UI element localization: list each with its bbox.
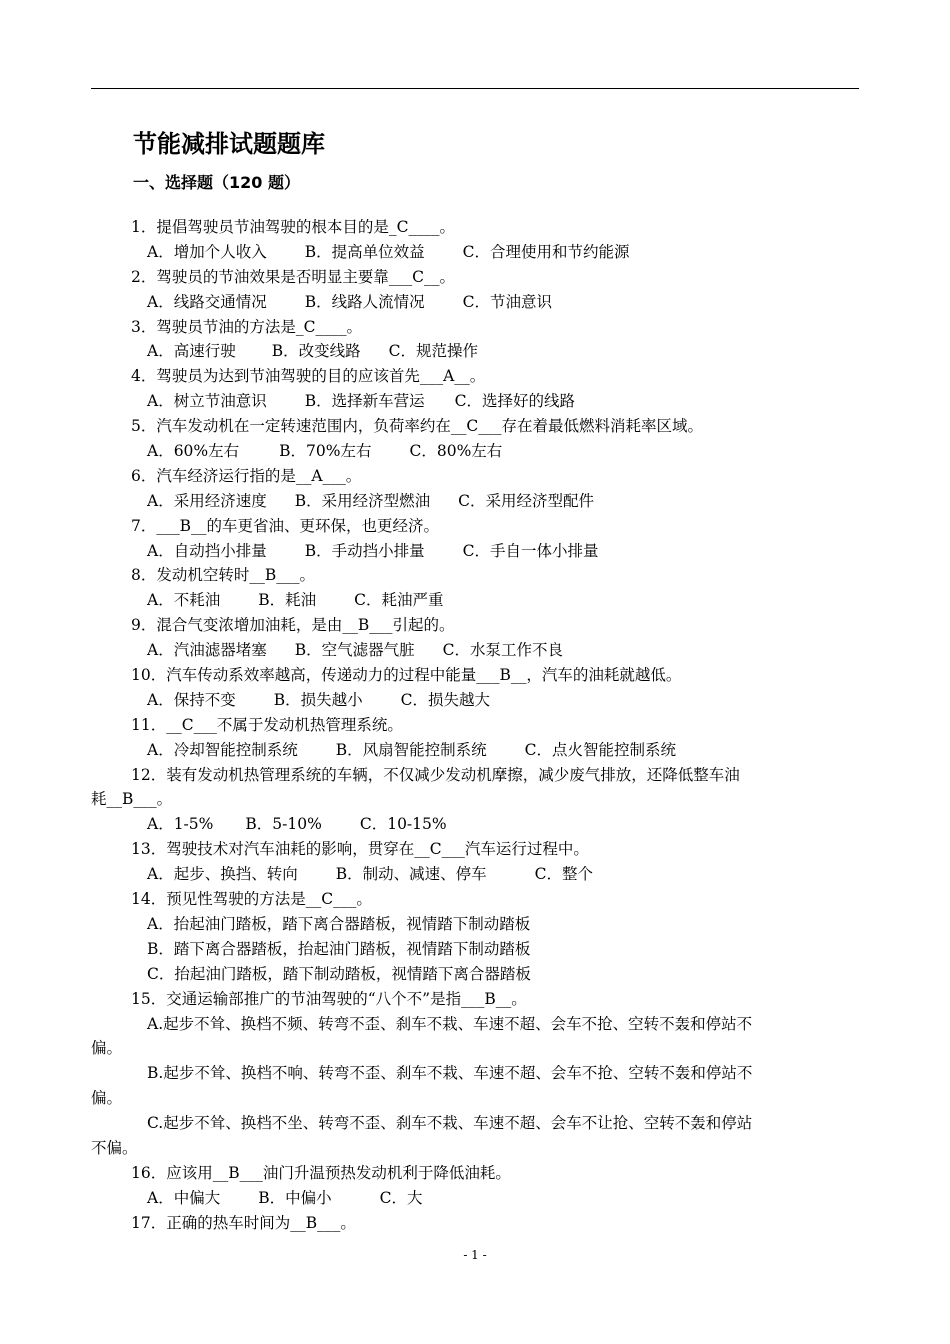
question-list: [91, 215, 859, 1236]
question-line: 5．汽车发动机在一定转速范围内，负荷率约在__C___存在着最低燃料消耗率区域。: [131, 417, 703, 436]
page-number: - 1 -: [463, 1248, 487, 1262]
answer-option: C．节油意识: [462, 292, 552, 311]
question-line: 4．驾驶员为达到节油驾驶的目的应该首先___A__。: [131, 367, 486, 386]
answer-option: A．采用经济速度: [147, 491, 267, 510]
options-line: [91, 439, 859, 464]
question-line: 12．装有发动机热管理系统的车辆，不仅减少发动机摩擦，减少废气排放，还降低整车油: [131, 765, 740, 784]
options-line: [91, 489, 859, 514]
options-line: [91, 738, 859, 763]
answer-option: C．损失越大: [400, 690, 490, 709]
option-line: C.起步不耸、换档不坐、转弯不歪、刹车不栽、车速不超、会车不让抢、空转不轰和停站: [147, 1114, 753, 1133]
answer-option: B．选择新车营运: [304, 392, 425, 411]
answer-option: B．采用经济型燃油: [294, 491, 431, 510]
answer-option: A．不耗油: [147, 591, 221, 610]
question-line: 3．驾驶员节油的方法是_C____。: [131, 317, 362, 336]
answer-option: B．5-10%: [245, 815, 322, 834]
question-line: 11．__C___不属于发动机热管理系统。: [131, 715, 403, 734]
question-line: 2．驾驶员的节油效果是否明显主要靠___C__。: [131, 267, 455, 286]
answer-option: C．手自一体小排量: [462, 541, 599, 560]
question-line: 17．正确的热车时间为__B___。: [131, 1213, 356, 1232]
answer-option: A．汽油滤器堵塞: [147, 641, 267, 660]
continuation-line: 偏。: [91, 1089, 123, 1108]
answer-option: A．中偏大: [147, 1188, 221, 1207]
answer-option: C．选择好的线路: [454, 392, 575, 411]
answer-option: C．规范操作: [388, 342, 478, 361]
question-line: 14．预见性驾驶的方法是__C___。: [131, 890, 372, 909]
continuation-line: 偏。: [91, 1039, 123, 1058]
header-rule: [91, 88, 859, 89]
options-line: [91, 862, 859, 887]
answer-option: B．提高单位效益: [304, 242, 425, 261]
option-line: C．抬起油门踏板，踏下制动踏板，视情踏下离合器踏板: [147, 964, 531, 983]
option-line: B．踏下离合器踏板，抬起油门踏板，视情踏下制动踏板: [147, 939, 531, 958]
options-line: [91, 638, 859, 663]
options-line: [91, 240, 859, 265]
continuation-line: 不偏。: [91, 1138, 138, 1157]
options-line: [91, 290, 859, 315]
question-line: 7．___B__的车更省油、更环保，也更经济。: [131, 516, 440, 535]
answer-option: C．点火智能控制系统: [524, 740, 676, 759]
options-line: [91, 539, 859, 564]
document-title: 节能减排试题题库: [133, 130, 325, 158]
option-line: A.起步不耸、换档不频、转弯不歪、刹车不栽、车速不超、会车不抢、空转不轰和停站不: [147, 1014, 753, 1033]
answer-option: B．制动、减速、停车: [335, 865, 487, 884]
question-line: 9．混合气变浓增加油耗，是由__B___引起的。: [131, 616, 455, 635]
answer-option: A．冷却智能控制系统: [147, 740, 298, 759]
question-line: 15．交通运输部推广的节油驾驶的“八个不”是指___B__。: [131, 989, 527, 1008]
answer-option: C．大: [379, 1188, 423, 1207]
options-line: [91, 389, 859, 414]
options-line: [91, 688, 859, 713]
options-line: [91, 339, 859, 364]
continuation-line: 耗__B___。: [91, 790, 173, 809]
answer-option: A．树立节油意识: [147, 392, 267, 411]
answer-option: B．手动挡小排量: [304, 541, 425, 560]
answer-option: C．耗油严重: [354, 591, 444, 610]
answer-option: C．水泵工作不良: [442, 641, 563, 660]
section-heading: 一、选择题（120 题）: [133, 173, 300, 192]
answer-option: C．80%左右: [409, 442, 503, 461]
answer-option: A．保持不变: [147, 690, 236, 709]
answer-option: A．增加个人收入: [147, 242, 267, 261]
answer-option: B．空气滤器气脏: [294, 641, 415, 660]
answer-option: B．损失越小: [273, 690, 363, 709]
answer-option: A．1-5%: [147, 815, 214, 834]
question-line: 10．汽车传动系效率越高，传递动力的过程中能量___B__，汽车的油耗就越低。: [131, 666, 682, 685]
options-line: [91, 588, 859, 613]
answer-option: A．自动挡小排量: [147, 541, 267, 560]
options-line: [91, 1186, 859, 1211]
option-line: A．抬起油门踏板，踏下离合器踏板，视情踏下制动踏板: [147, 914, 531, 933]
answer-option: C．合理使用和节约能源: [462, 242, 630, 261]
answer-option: B．线路人流情况: [304, 292, 425, 311]
option-line: B.起步不耸、换档不响、转弯不歪、刹车不栽、车速不超、会车不抢、空转不轰和停站不: [147, 1064, 753, 1083]
answer-option: B．改变线路: [271, 342, 361, 361]
answer-option: C．10-15%: [359, 815, 447, 834]
question-line: 8．发动机空转时__B___。: [131, 566, 316, 585]
question-line: 16．应该用__B___油门升温预热发动机利于降低油耗。: [131, 1163, 511, 1182]
answer-option: B．风扇智能控制系统: [335, 740, 487, 759]
answer-option: B．中偏小: [258, 1188, 332, 1207]
answer-option: C．整个: [534, 865, 593, 884]
question-line: 1．提倡驾驶员节油驾驶的根本目的是_C____。: [131, 218, 455, 236]
answer-option: A．60%左右: [147, 442, 240, 461]
answer-option: A．线路交通情况: [147, 292, 267, 311]
answer-option: A．起步、换挡、转向: [147, 865, 298, 884]
answer-option: B．70%左右: [279, 442, 372, 461]
answer-option: B．耗油: [258, 591, 317, 610]
options-line: [91, 812, 859, 837]
question-line: 6．汽车经济运行指的是__A___。: [131, 466, 362, 485]
answer-option: A．高速行驶: [147, 342, 236, 361]
answer-option: C．采用经济型配件: [458, 491, 594, 510]
question-line: 13．驾驶技术对汽车油耗的影响，贯穿在__C___汽车运行过程中。: [131, 840, 589, 859]
